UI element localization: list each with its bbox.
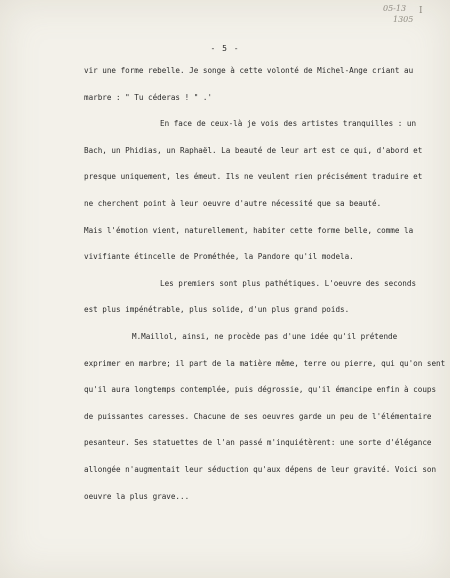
text-line: presque uniquement, les émeut. Ils ne veulent rien précisément traduire et [84,172,423,182]
text-line: qu'il aura longtemps contemplée, puis dégrossie, qu'il émancipe enfin à coups [84,385,437,395]
text-line: est plus impénétrable, plus solide, d'un plus grand poids. [84,305,350,315]
text-line: de puissantes caresses. Chacune de ses oeuvres garde un peu de l'élémentaire [84,411,432,421]
text-line: En face de ceux-là je vois des artistes tranquilles : un [160,119,417,129]
archive-annotation: 05-13 [383,4,407,13]
text-line: ne cherchent point à leur oeuvre d'autre nécessité que sa beauté. [84,198,382,208]
text-line: vir une forme rebelle. Je songe à cette volonté de Michel-Ange criant au [84,66,414,75]
text-line: Bach, un Phidias, un Raphaël. La beauté de leur art est ce qui, d'abord et [84,145,423,155]
archive-annotation: I [419,6,423,16]
text-line: marbre : " Tu céderas ! " .' [84,92,213,102]
text-line: exprimer en marbre; il part de la matière même, terre ou pierre, qui qu'on sent [84,358,446,368]
text-line: M.Maillol, ainsi, ne procède pas d'une idée qu'il prétende [132,331,398,341]
text-line: Les premiers sont plus pathétiques. L'oeuvre des seconds [160,278,417,288]
text-line: pesanteur. Ses statuettes de l'an passé m'inquiétèrent: une sorte d'élégance [84,438,432,448]
text-line: allongée n'augmentait leur séduction qu'aux dépens de leur gravité. Voici son [84,464,437,474]
archive-annotation: 1305 [393,15,414,24]
page-number: - 5 - [210,44,240,53]
body-text [84,66,446,501]
text-line: vivifiante étincelle de Prométhée, la Pandore qu'il modela. [84,252,354,262]
text-line: Mais l'émotion vient, naturellement, habiter cette forme belle, comme la [84,225,414,235]
text-line: oeuvre la plus grave... [84,491,190,501]
